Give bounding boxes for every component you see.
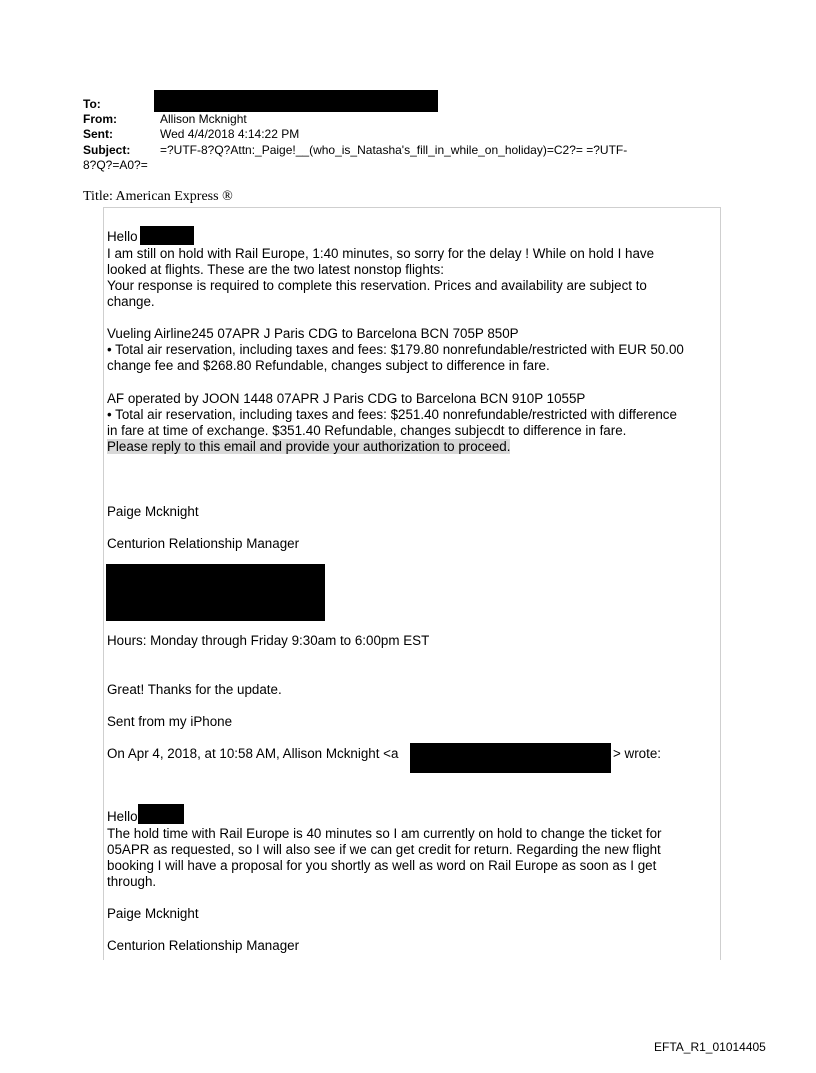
subject-line-1: =?UTF-8?Q?Attn:_Paige!__(who_is_Natasha's_fill_in_while_on_holiday)=C2?= =?UTF- bbox=[160, 143, 628, 157]
from-label: From: bbox=[83, 112, 117, 126]
sent-label: Sent: bbox=[83, 127, 113, 141]
subject-label: Subject: bbox=[83, 143, 131, 157]
document-title: Title: American Express ® bbox=[83, 189, 233, 204]
signature-title: Centurion Relationship Manager bbox=[107, 938, 300, 953]
signature-title: Centurion Relationship Manager bbox=[107, 536, 300, 551]
greeting: Hello bbox=[107, 809, 138, 824]
body-line: • Total air reservation, including taxes and fees: $251.40 nonrefundable/restricted with difference bbox=[107, 407, 677, 422]
redaction-block bbox=[138, 804, 184, 824]
body-line: The hold time with Rail Europe is 40 minutes so I am currently on hold to change the ticket for bbox=[107, 826, 662, 841]
flight-option-2: AF operated by JOON 1448 07APR J Paris CDG to Barcelona BCN 910P 1055P bbox=[107, 391, 586, 406]
sent-value: Wed 4/4/2018 4:14:22 PM bbox=[160, 127, 300, 141]
quote-attribution-suffix: > wrote: bbox=[613, 746, 662, 761]
signature-name: Paige Mcknight bbox=[107, 504, 199, 519]
redaction-block bbox=[154, 90, 438, 112]
to-label: To: bbox=[83, 97, 101, 111]
body-line: looked at flights. These are the two latest nonstop flights: bbox=[107, 262, 444, 277]
body-line: 05APR as requested, so I will also see if we can get credit for return. Regarding the new flight bbox=[107, 842, 661, 857]
greeting: Hello bbox=[107, 229, 138, 244]
body-line: • Total air reservation, including taxes and fees: $179.80 nonrefundable/restricted with EUR 50.00 bbox=[107, 342, 684, 357]
body-line: I am still on hold with Rail Europe, 1:40 minutes, so sorry for the delay ! While on hold I have bbox=[107, 246, 655, 261]
sent-from-line: Sent from my iPhone bbox=[107, 714, 233, 729]
body-line: change. bbox=[107, 294, 155, 309]
body-line: through. bbox=[107, 874, 157, 889]
body-line: booking I will have a proposal for you shortly as well as word on Rail Europe as soon as I get bbox=[107, 858, 657, 873]
from-value: Allison Mcknight bbox=[160, 112, 247, 126]
body-line: Your response is required to complete this reservation. Prices and availability are subject to bbox=[107, 278, 647, 293]
office-hours: Hours: Monday through Friday 9:30am to 6:00pm EST bbox=[107, 633, 430, 648]
signature-name: Paige Mcknight bbox=[107, 906, 199, 921]
document-id: EFTA_R1_01014405 bbox=[654, 1040, 766, 1054]
authorization-request: Please reply to this email and provide your authorization to proceed. bbox=[107, 439, 511, 454]
reply-text: Great! Thanks for the update. bbox=[107, 682, 282, 697]
subject-line-2: 8?Q?=A0?= bbox=[83, 158, 148, 172]
redaction-block bbox=[410, 743, 611, 773]
redaction-block bbox=[140, 226, 194, 245]
flight-option-1: Vueling Airline245 07APR J Paris CDG to Barcelona BCN 705P 850P bbox=[107, 326, 519, 341]
redaction-block bbox=[106, 564, 325, 621]
body-line: change fee and $268.80 Refundable, changes subject to difference in fare. bbox=[107, 358, 550, 373]
quote-attribution: On Apr 4, 2018, at 10:58 AM, Allison Mcknight <a bbox=[107, 746, 399, 761]
body-line: in fare at time of exchange. $351.40 Refundable, changes subjecdt to difference in fare. bbox=[107, 423, 627, 438]
